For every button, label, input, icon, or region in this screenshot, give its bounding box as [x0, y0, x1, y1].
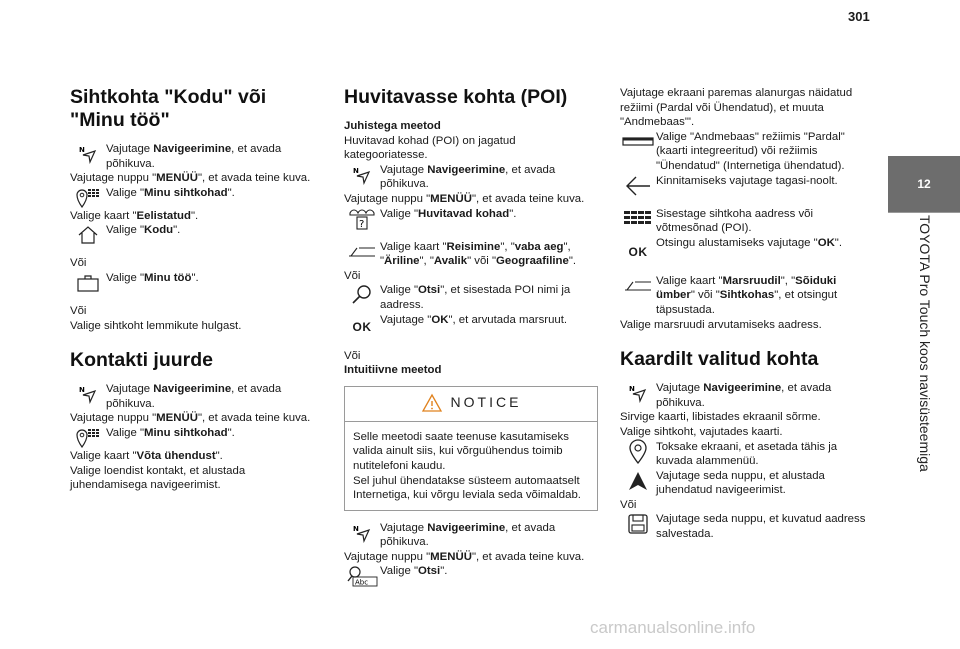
map-pin-icon	[620, 441, 656, 463]
watermark: carmanualsonline.info	[590, 618, 756, 637]
step-menu-2: Vajutage nuppu "MENÜÜ", et avada teine kuva.	[70, 412, 311, 425]
step-menu-2: Vajutage nuppu "MENÜÜ", et avada teine kuva.	[344, 550, 585, 563]
or-text: Või	[620, 498, 637, 511]
step-start-search: OK Otsingu alustamiseks vajutage "OK".	[620, 236, 874, 264]
intuitive-method-heading: Intuitiivne meetod	[344, 364, 442, 377]
notice-title: NOTICE	[450, 394, 522, 411]
home-icon	[70, 224, 106, 246]
save-icon	[620, 513, 656, 535]
navigation-icon	[344, 522, 380, 544]
section-title-home-work: Sihtkohta "Kodu" või "Minu töö"	[70, 86, 267, 131]
chapter-divider	[888, 212, 960, 213]
my-destinations-icon	[70, 187, 106, 209]
step-navigation-2: N Vajutage Navigeerimine, et avada põhikuva.	[344, 521, 598, 550]
svg-text:N: N	[353, 166, 359, 175]
database-intro: Vajutage ekraani paremas alanurgas näidatud režiimi (Pardal või Ühendatud), et muuta "Andmebaas"'.	[620, 87, 853, 129]
step-category-tab: Valige kaart "Reisimine", "vaba aeg", "Äriline", "Avalik" või "Geograafiline".	[344, 240, 598, 269]
step-place-marker: Toksake ekraani, et asetada tähis ja kuvada alammenüü.	[620, 440, 874, 469]
poi-icon	[344, 208, 380, 230]
step-ok: OK Vajutage "OK", et arvutada marsruut.	[344, 313, 598, 339]
step-navigation: N Vajutage Navigeerimine, et avada põhikuva.	[70, 142, 324, 171]
column-2	[344, 86, 598, 587]
tab-icon	[344, 241, 380, 263]
notice-text-2: Sel juhul ühendatakse süsteem automaatselt Internetiga, kui võrgu leviala seda võimaldab.	[353, 474, 581, 502]
step-navigation: N Vajutage Navigeerimine, et avada põhikuva.	[620, 381, 874, 410]
svg-text:?: ?	[359, 218, 365, 230]
step-start-guidance: Vajutage seda nuppu, et alustada juhendatud navigeerimist.	[620, 469, 874, 498]
step-route-tab: Valige kaart "Marsruudil", "Sõiduki ümber" või "Sihtkohas", et otsingut täpsustada.	[620, 274, 874, 318]
briefcase-icon	[70, 272, 106, 294]
step-choose-contact: Valige loendist kontakt, et alustada juhendamisega navigeerimist.	[70, 464, 246, 492]
or-text: Või	[70, 304, 87, 317]
step-favorite-destination: Valige sihtkoht lemmikute hulgast.	[70, 319, 242, 332]
section-title-contact: Kontakti juurde	[70, 349, 214, 372]
svg-text:N: N	[79, 146, 85, 154]
ok-icon: OK	[628, 245, 648, 260]
guided-method-text: Huvitavad kohad (POI) on jagatud kategooriatesse.	[344, 134, 516, 162]
guided-method-heading: Juhistega meetod	[344, 120, 441, 132]
notice-box	[344, 386, 598, 511]
search-keyboard-icon	[344, 565, 380, 587]
step-poi: ? Valige "Huvitavad kohad".	[344, 207, 598, 230]
ok-icon: OK	[352, 320, 372, 335]
step-back: Kinnitamiseks vajutage tagasi-noolt.	[620, 174, 874, 197]
navigation-icon	[70, 143, 106, 165]
step-favorites-tab: Valige kaart "Eelistatud".	[70, 209, 199, 222]
chapter-title: TOYOTA Pro Touch koos navisüsteemiga	[917, 215, 933, 472]
svg-text:N: N	[353, 524, 359, 533]
database-mode-icon	[620, 131, 656, 153]
step-menu: Vajutage nuppu "MENÜÜ", et avada teine kuva.	[344, 192, 585, 205]
navigation-icon	[70, 383, 106, 405]
svg-text:Abc: Abc	[355, 578, 369, 587]
step-my-destinations: Valige "Minu sihtkohad".	[70, 186, 324, 209]
step-home: Valige "Kodu".	[70, 223, 324, 246]
warning-icon	[421, 393, 443, 413]
step-my-destinations-2: Valige "Minu sihtkohad".	[70, 426, 324, 449]
step-save-address: Vajutage seda nuppu, et kuvatud aadress salvestada.	[620, 512, 874, 541]
navigation-icon	[344, 164, 380, 186]
step-navigation-2: N Vajutage Navigeerimine, et avada põhikuva.	[70, 382, 324, 411]
tab-icon	[620, 275, 656, 297]
guidance-arrow-icon	[620, 470, 656, 492]
step-route-address: Valige marsruudi arvutamiseks aadress.	[620, 318, 822, 331]
step-navigation: N Vajutage Navigeerimine, et avada põhikuva.	[344, 163, 598, 192]
column-3	[620, 86, 874, 542]
navigation-icon	[620, 382, 656, 404]
step-browse-map: Sirvige kaarti, libistades ekraanil sõrme.	[620, 411, 821, 424]
my-destinations-icon	[70, 427, 106, 449]
step-contact-tab: Valige kaart "Võta ühendust".	[70, 449, 223, 462]
keyboard-icon	[620, 208, 656, 230]
step-enter-address: Sisestage sihtkoha aadress või võtmesõnad (POI).	[620, 207, 874, 236]
search-icon	[344, 284, 380, 306]
back-arrow-icon	[620, 175, 656, 197]
step-my-work: Valige "Minu töö".	[70, 271, 324, 294]
step-database: Valige "Andmebaas" režiimis "Pardal" (kaarti integreeritud) või režiimis "Ühendatud" (Internetiga ühendatud).	[620, 130, 874, 174]
section-title-map-point: Kaardilt valitud kohta	[620, 348, 819, 371]
or-text: Või	[344, 269, 361, 282]
svg-text:N: N	[629, 385, 635, 394]
or-text: Või	[70, 257, 87, 270]
step-menu: Vajutage nuppu "MENÜÜ", et avada teine kuva.	[70, 172, 311, 185]
section-title-poi: Huvitavasse kohta (POI)	[344, 86, 568, 108]
step-select-destination: Valige sihtkoht, vajutades kaarti.	[620, 425, 783, 438]
column-1	[70, 86, 324, 493]
notice-text-1: Selle meetodi saate teenuse kasutamiseks valida ainult siis, kui võrguühendus toimib nutitelefoni kaudu.	[353, 430, 569, 472]
page-number: 301	[848, 9, 870, 24]
svg-text:N: N	[79, 386, 85, 395]
or-text: Või	[344, 349, 361, 362]
chapter-tab: 12	[888, 156, 960, 212]
step-search-2: Abc Valige "Otsi".	[344, 564, 598, 587]
step-search: Valige "Otsi", et sisestada POI nimi ja aadress.	[344, 283, 598, 312]
